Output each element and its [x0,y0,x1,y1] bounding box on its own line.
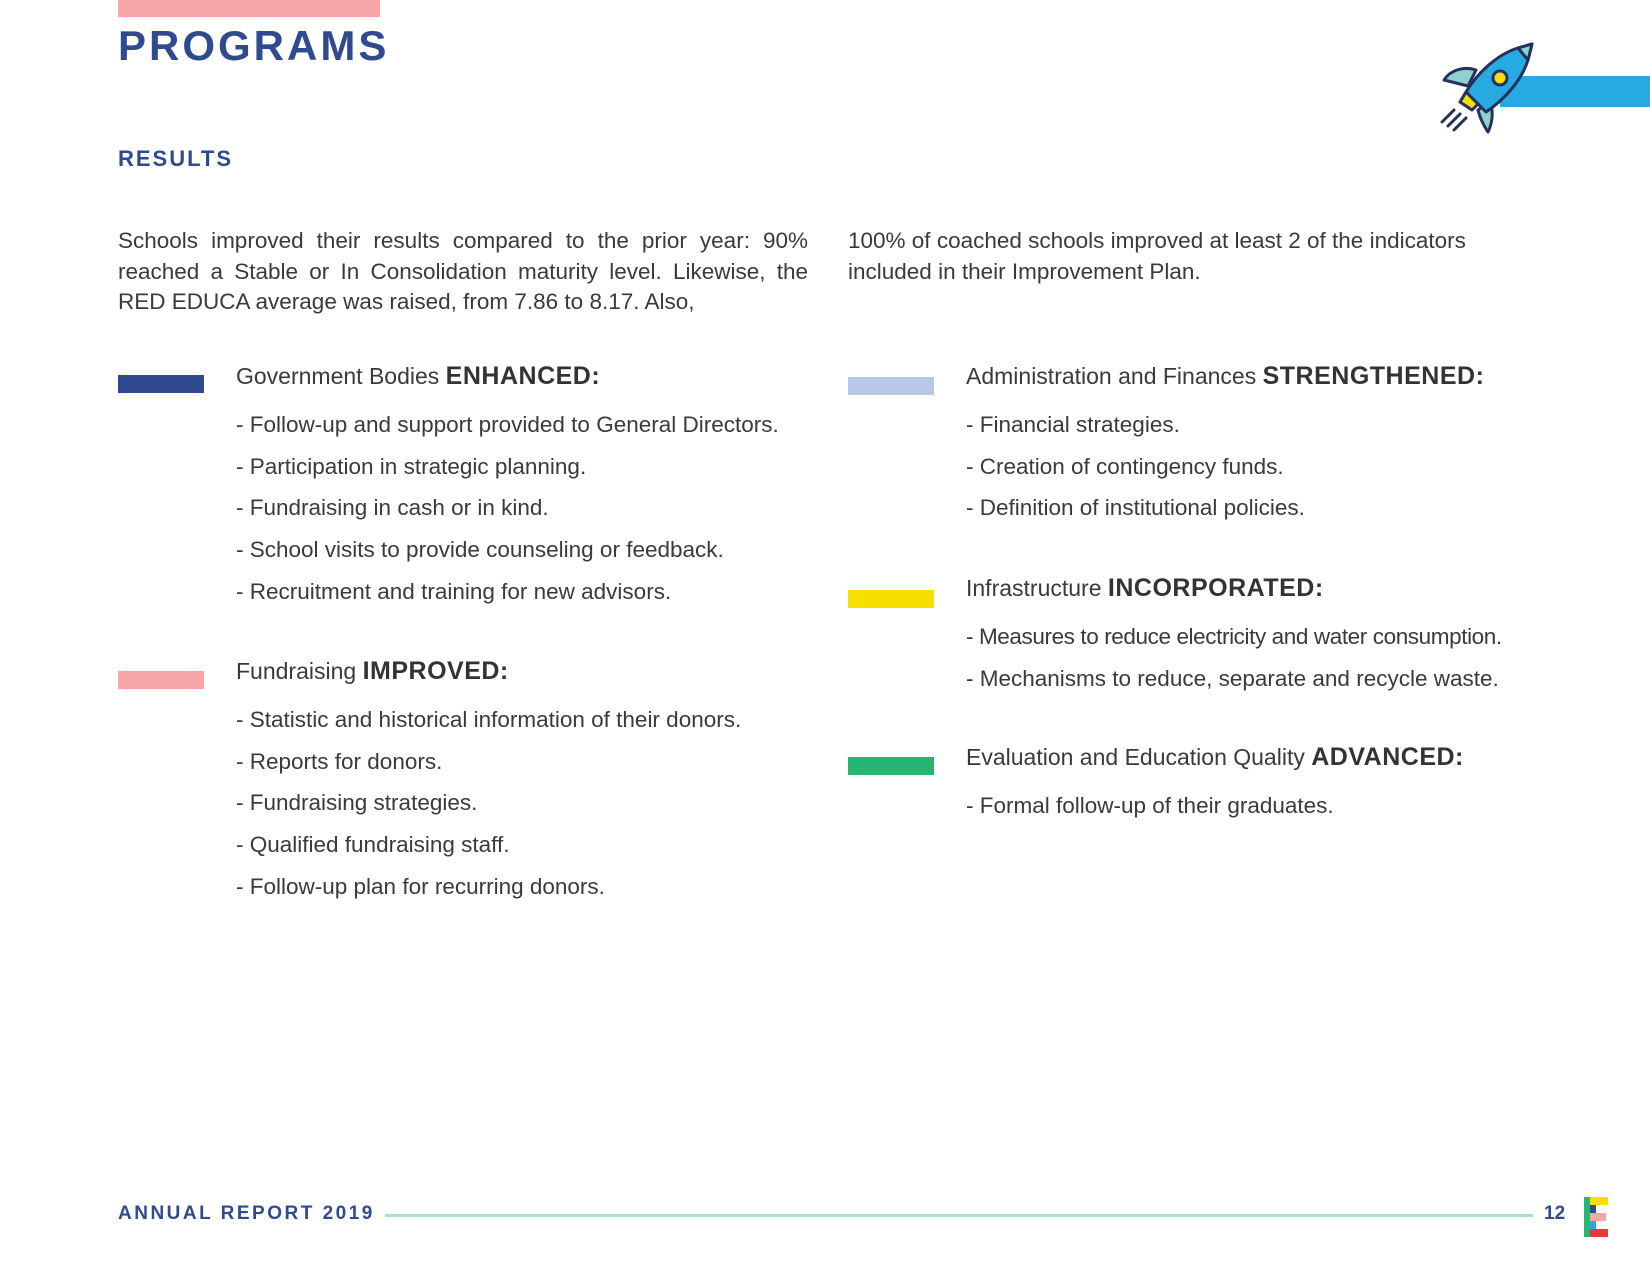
header-accent-bar [118,0,380,17]
section-item-list [236,699,741,908]
section-color-swatch [848,377,934,395]
section-item-list [236,404,779,613]
list-item: - Mechanisms to reduce, separate and recycle waste. [966,665,1499,691]
section-heading-lead: Fundraising [236,658,363,684]
section-subtitle: RESULTS [118,146,234,171]
section-item-list [966,785,1334,827]
page-number: 12 [1544,1203,1566,1224]
list-item: - Fundraising strategies. [236,790,478,816]
section-heading-keyword: IMPROVED: [362,657,509,685]
list-item: - Definition of institutional policies. [966,495,1305,521]
intro-paragraph-right: 100% of coached schools improved at least 2 of the indicators included in their Improvement Plan. [848,228,1466,284]
section-color-swatch [848,590,934,608]
intro-paragraph-left: Schools improved their results compared to the prior year: 90% reached a Stable or In Consolidation maturity level. Likewise, the RED EDUCA average was raised, from 7.86 to 8.17. Also, [118,228,808,314]
section-heading-lead: Government Bodies [236,363,446,389]
section-heading [966,362,1484,391]
section-heading-lead: Administration and Finances [966,363,1263,389]
section-heading-lead: Infrastructure [966,575,1108,601]
list-item: - Follow-up plan for recurring donors. [236,873,605,899]
section-heading [236,362,600,391]
list-item: - Statistic and historical information of their donors. [236,707,742,732]
section-heading-keyword: ADVANCED: [1311,743,1464,771]
list-item: - Recruitment and training for new advisors. [236,578,672,604]
list-item: - Creation of contingency funds. [966,453,1284,479]
e-logo-icon [1584,1197,1608,1237]
section-heading [236,657,509,686]
section-item-list [966,616,1502,699]
footer-divider [385,1214,1533,1217]
section-color-swatch [118,375,204,393]
list-item: - Measures to reduce electricity and water consumption. [966,624,1502,649]
section-heading-lead: Evaluation and Education Quality [966,744,1312,770]
section-heading [966,743,1464,772]
page-title: PROGRAMS [118,22,390,69]
list-item: - Financial strategies. [966,412,1180,437]
rocket-icon [1432,40,1552,140]
section-color-swatch [848,757,934,775]
list-item: - Participation in strategic planning. [236,453,587,479]
list-item: - Formal follow-up of their graduates. [966,793,1334,818]
section-heading-keyword: STRENGTHENED: [1262,362,1485,390]
list-item: - Reports for donors. [236,748,443,774]
section-item-list [966,404,1305,529]
section-heading [966,574,1324,603]
list-item: - Fundraising in cash or in kind. [236,495,549,521]
list-item: - School visits to provide counseling or feedback. [236,537,724,563]
list-item: - Qualified fundraising staff. [236,832,510,858]
footer-report-label: ANNUAL REPORT 2019 [118,1203,375,1224]
section-heading-keyword: ENHANCED: [445,362,601,390]
list-item: - Follow-up and support provided to General Directors. [236,412,779,437]
section-color-swatch [118,671,204,689]
section-heading-keyword: INCORPORATED: [1107,574,1324,602]
